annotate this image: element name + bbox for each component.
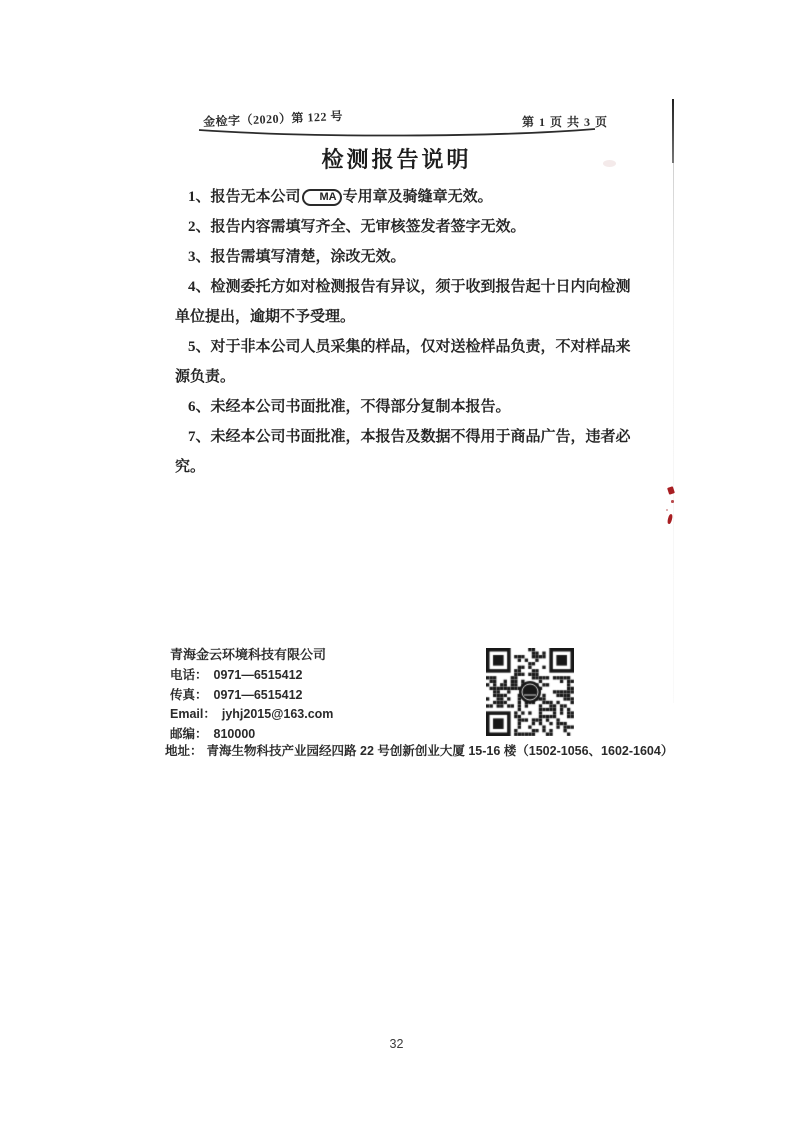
page-edge-shadow-dark <box>672 99 674 163</box>
note-item-5: 5、对于非本公司人员采集的样品，仅对送检样品负责，不对样品来源负责。 <box>175 339 631 385</box>
address-value: 青海生物科技产业园经四路 22 号创新创业大厦 15-16 楼（1502-1056、1602-1604） <box>206 744 674 758</box>
company-name: 青海金云环境科技有限公司 <box>170 647 327 662</box>
email-label: Email： <box>170 707 216 721</box>
fax-label: 传真： <box>170 687 208 702</box>
note-item-3: 3、报告需填写清楚，涂改无效。 <box>188 249 406 265</box>
header-rule-line <box>197 122 597 142</box>
scan-smudge <box>603 160 616 167</box>
red-ink-artifact <box>667 486 675 495</box>
contact-block <box>170 644 333 743</box>
page-number: 32 <box>389 1037 404 1051</box>
phone-label: 电话： <box>170 668 208 682</box>
notes-list <box>175 182 640 482</box>
header-doc-number: 金检字（2020）第 122 号 <box>202 108 344 130</box>
address-label: 地址： <box>165 744 203 758</box>
header-page-indicator: 第 1 页 共 3 页 <box>522 115 609 129</box>
note-item-6: 6、未经本公司书面批准，不得部分复制本报告。 <box>188 399 511 415</box>
page-title: 检测报告说明 <box>321 147 472 172</box>
email-value: jyhj2015@163.com <box>221 707 334 721</box>
red-ink-artifact <box>671 500 674 503</box>
email-row <box>170 704 333 724</box>
qr-code <box>486 648 574 736</box>
page-edge-shadow-faint <box>673 163 674 703</box>
address-row <box>165 741 673 759</box>
cma-mark-icon: MA <box>302 189 342 206</box>
note-item-7: 7、未经本公司书面批准，本报告及数据不得用于商品广告，违者必究。 <box>175 429 631 475</box>
fax-value: 0971—6515412 <box>213 687 303 702</box>
note-item-1 <box>175 182 640 212</box>
zipcode-value: 810000 <box>213 726 256 741</box>
phone-value: 0971—6515412 <box>213 668 303 682</box>
fax-row <box>170 685 333 705</box>
note-item-4: 4、检测委托方如对检测报告有异议，须于收到报告起十日内向检测单位提出，逾期不予受理。 <box>175 279 631 325</box>
note-1-text-pre: 1、报告无本公司 <box>188 189 301 205</box>
red-ink-artifact <box>666 509 668 511</box>
note-item-2: 2、报告内容需填写齐全、无审核签发者签字无效。 <box>188 219 526 235</box>
phone-row <box>170 665 333 685</box>
note-1-text-post: 专用章及骑缝章无效。 <box>342 189 493 205</box>
zipcode-label: 邮编： <box>170 726 208 741</box>
